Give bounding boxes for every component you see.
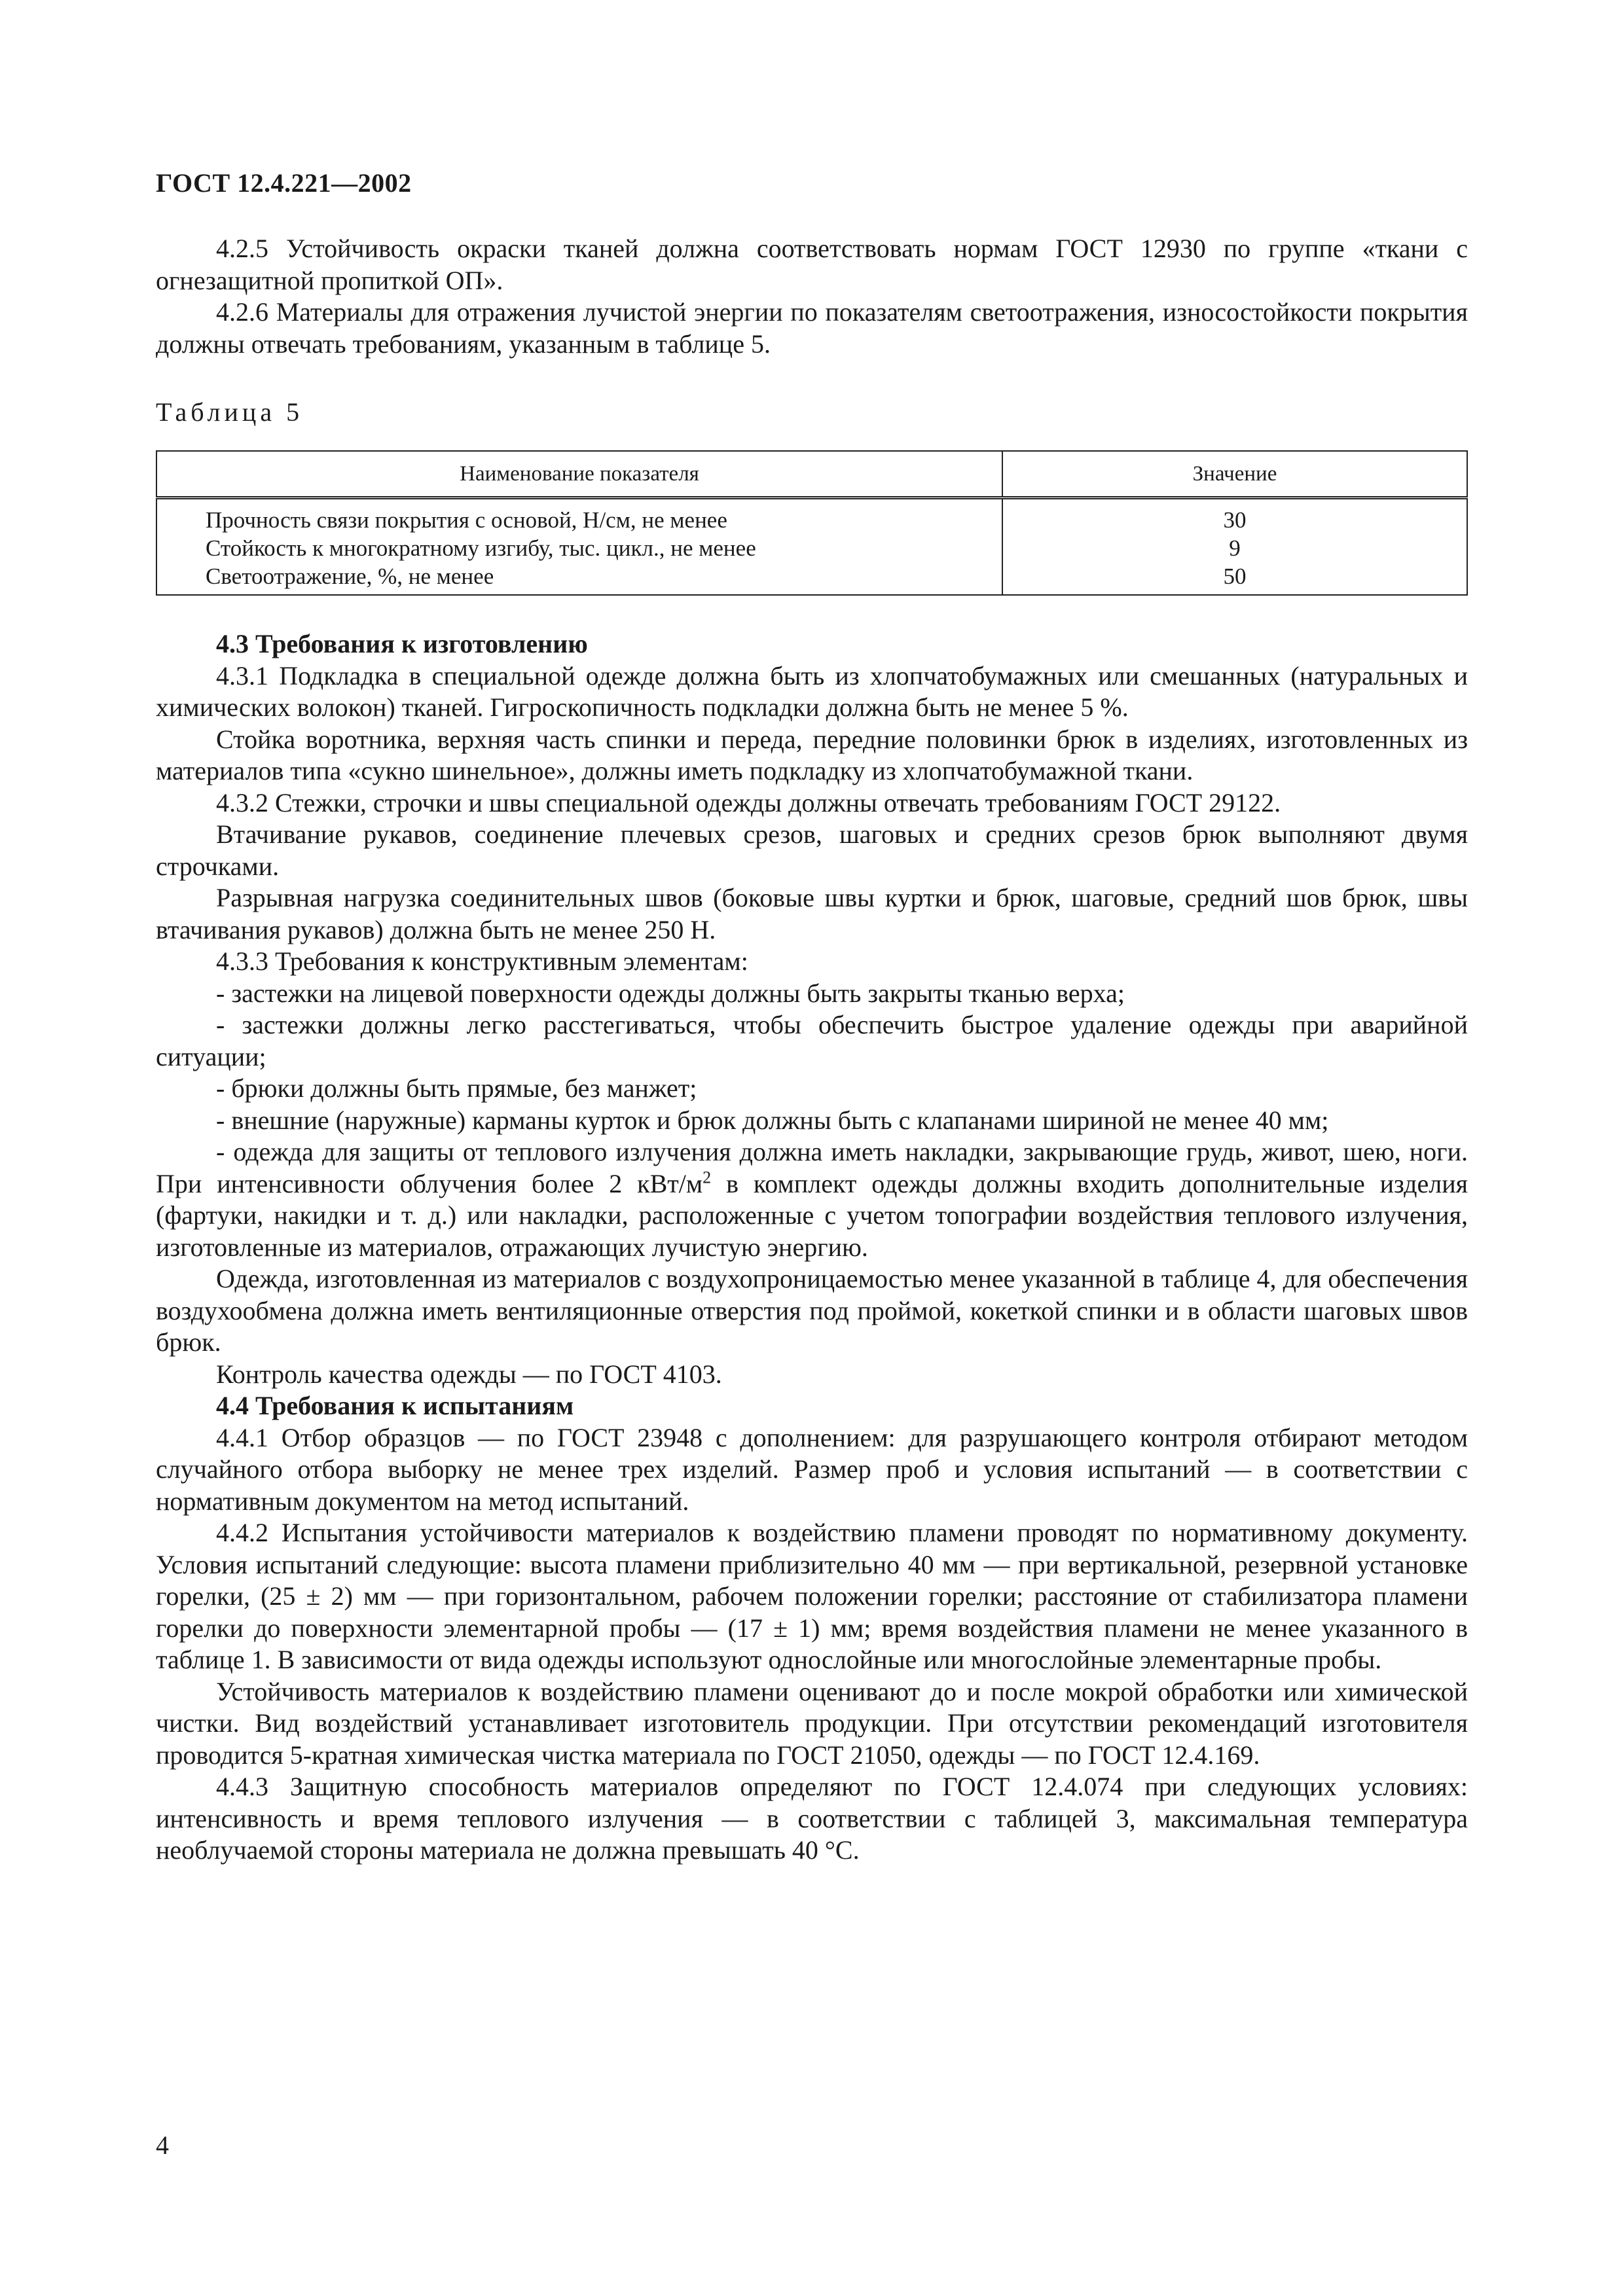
table-header-value: Значение [1002,451,1467,498]
table-caption: Таблица 5 [156,397,304,427]
row-value-3: 50 [1223,564,1247,589]
list-item-text-b: в комплект одежды должны входить дополнительные изделия (фартуки, накидки и т. д.) или накладки, расположенные с учетом топографии воздействия теплового излучения, изготовленные из материалов, отражающих лучистую энергию. [156,1168,1468,1262]
paragraph-4-3-1: 4.3.1 Подкладка в специальной одежде должна быть из хлопчатобумажных или смешанных (натуральных и химических волокон) тканей. Гигроскопичность подкладки должна быть не менее 5 %. [156,660,1468,722]
row-value-2: 9 [1229,535,1241,561]
section-heading-4-3: 4.3 Требования к изготовлению [216,629,588,658]
paragraph-4-4-3: 4.4.3 Защитную способность материалов определяют по ГОСТ 12.4.074 при следующих условиях: интенсивность и время теплового излучения — в соответствии с таблицей 3, максимальная температура необлучаемой стороны материала не должна превышать 40 °С. [156,1772,1468,1865]
paragraph-4-4-2: 4.4.2 Испытания устойчивости материалов к воздействию пламени проводят по нормативному документу. Условия испытаний следующие: высота пламени приблизительно 40 мм — при вертикальной, резервной установке горелки, (25 ± 2) мм — при горизонтальном, рабочем положении горелки; расстояние от стабилизатора пламени горелки до поверхности элементарной пробы — (17 ± 1) мм; время воздействия пламени не менее указанного в таблице 1. В зависимости от вида одежды используют однослойные или многослойные элементарные пробы. [156,1518,1468,1674]
table-cell-values [1002,498,1467,596]
table-row [156,498,1467,596]
paragraph-4-4-1: 4.4.1 Отбор образцов — по ГОСТ 23948 с дополнением: для разрушающего контроля отбирают методом случайного отбора выборку не менее трех изделий. Размер проб и условия испытаний — в соответствии с нормативным документом на метод испытаний. [156,1422,1468,1516]
list-item: - внешние (наружные) карманы курток и брюк должны быть с клапанами шириной не менее 40 мм; [216,1105,1329,1135]
main-text-block [156,628,1468,1867]
list-item-text-a: - одежда для защиты от теплового излучения должна иметь накладки, закрывающие грудь, живот, шею, ноги. При интенсивности облучения более 2 кВт/м [156,1137,1468,1198]
paragraph-collar: Стойка воротника, верхняя часть спинки и переда, передние половинки брюк в изделиях, изготовленных из материалов типа «сукно шинельное», должны иметь подкладку из хлопчатобумажной ткани. [156,724,1468,785]
intro-block [156,233,1468,360]
list-item: - брюки должны быть прямые, без манжет; [216,1073,697,1103]
paragraph-4-3-3: 4.3.3 Требования к конструктивным элементам: [216,946,748,976]
list-item [156,1136,1468,1263]
paragraph-4-3-2: 4.3.2 Стежки, строчки и швы специальной одежды должны отвечать требованиям ГОСТ 29122. [216,787,1281,817]
superscript: 2 [702,1168,712,1187]
paragraph-quality-control: Контроль качества одежды — по ГОСТ 4103. [216,1359,722,1389]
table-cell-names [156,498,1002,596]
paragraph-4-2-6: 4.2.6 Материалы для отражения лучистой энергии по показателям светоотражения, износостойкости покрытия должны отвечать требованиям, указанным в таблице 5. [156,297,1468,359]
row-name-3: Светоотражение, %, не менее [206,564,494,589]
paragraph-ventilation: Одежда, изготовленная из материалов с воздухопроницаемостью менее указанной в таблице 4, для обеспечения воздухообмена должна иметь вентиляционные отверстия под проймой, кокеткой спинки и в области шаговых швов брюк. [156,1264,1468,1357]
section-heading-4-4: 4.4 Требования к испытаниям [216,1391,574,1420]
paragraph-flame-resistance: Устойчивость материалов к воздействию пламени оценивают до и после мокрой обработки или химической чистки. Вид воздействий устанавливает изготовитель продукции. При отсутствии рекомендаций изготовителя проводится 5-кратная химическая чистка материала по ГОСТ 21050, одежды — по ГОСТ 12.4.169. [156,1676,1468,1770]
page-number: 4 [156,2130,169,2160]
table-header-name: Наименование показателя [156,451,1002,498]
table-5 [156,450,1468,596]
row-name-2: Стойкость к многократному изгибу, тыс. цикл., не менее [206,535,756,561]
row-name-1: Прочность связи покрытия с основой, Н/см, не менее [206,507,727,533]
list-item: - застежки должны легко расстегиваться, чтобы обеспечить быстрое удаление одежды при аварийной ситуации; [156,1010,1468,1071]
list-item: - застежки на лицевой поверхности одежды должны быть закрыты тканью верха; [216,978,1125,1008]
row-value-1: 30 [1223,507,1247,533]
paragraph-4-2-5: 4.2.5 Устойчивость окраски тканей должна соответствовать нормам ГОСТ 12930 по группе «ткани с огнезащитной пропиткой ОП». [156,234,1468,295]
document-header: ГОСТ 12.4.221—2002 [156,168,412,198]
paragraph-sleeves: Втачивание рукавов, соединение плечевых срезов, шаговых и средних срезов брюк выполняют двумя строчками. [156,819,1468,881]
paragraph-seam-load: Разрывная нагрузка соединительных швов (боковые швы куртки и брюк, шаговые, средний шов брюк, швы втачивания рукавов) должна быть не менее 250 Н. [156,883,1468,944]
